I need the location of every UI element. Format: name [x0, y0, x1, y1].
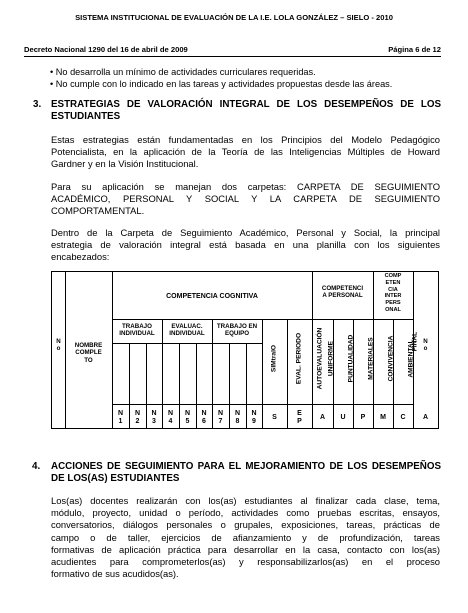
self-evaluation-header: AUTOEVALUACIÓN	[316, 327, 324, 390]
punctuality-header: PUNTUALIDAD	[347, 334, 355, 383]
evaluation-grid-table	[51, 271, 439, 429]
paragraph	[51, 181, 440, 217]
code-cell: N 8	[234, 410, 241, 425]
text-line: Gardner y en la Visión Institucional.	[51, 158, 199, 169]
grid-line	[112, 343, 262, 344]
text-line: Potencialista, en la aplicación de la Teoría de las Inteligencias Múltiples de Howard	[51, 146, 440, 157]
section-number: 4.	[32, 461, 41, 472]
uniform-header: UNIFORME	[327, 340, 335, 377]
code-cell: M	[380, 414, 386, 421]
header-decree: Decreto Nacional 1290 del 16 de abril de 2009	[24, 45, 188, 54]
section-number: 3.	[33, 99, 42, 110]
code-cell: N 5	[184, 410, 191, 425]
environmental-header: AMBIENTAL	[407, 339, 415, 378]
text-line: acudientes para comprometerlos(as) y responsabilizarlos(as) en el proceso	[51, 556, 440, 568]
heading-line: ACCIONES DE SEGUIMIENTO PARA EL MEJORAMIENTO DE LOS DESEMPEÑOS	[51, 461, 441, 472]
personal-competence-header: COMPETENCI A PERSONAL	[321, 285, 364, 300]
text-line: Estas estrategias están fundamentadas en los Principios del Modelo Pedagógico	[51, 134, 440, 145]
text-line: Dentro de la Carpeta de Seguimiento Académico, Personal y Social, la principal	[51, 227, 440, 238]
number-column-header: N o	[56, 338, 61, 353]
text-line: campo o de taller, ejercicios de afianzamiento y de profundización, tareas	[51, 531, 440, 543]
code-cell: N 6	[201, 410, 207, 425]
text-line: Para su aplicación se manejan dos carpetas: CARPETA DE SEGUIMIENTO	[51, 181, 440, 192]
code-cell: N 3	[151, 410, 157, 425]
text-line: formativo de sus acudidos(as).	[51, 568, 179, 580]
header-title: SISTEMA INSTITUCIONAL DE EVALUACIÓN DE LA I.E. LOLA GONZÁLEZ – SIELO - 2010	[75, 13, 393, 22]
text-line: encabezados:	[51, 251, 110, 262]
code-cell: S	[272, 414, 277, 421]
code-cell: N 7	[217, 410, 224, 425]
code-cell: A	[422, 414, 429, 421]
header-divider	[24, 56, 441, 57]
cognitive-competence-header: COMPETENCIA COGNITIVA	[166, 293, 258, 300]
code-cell: C	[400, 414, 406, 421]
text-line: módulo, proyecto, unidad o período, actividades como pruebas escritas, ensayos,	[51, 507, 440, 519]
name-column-header: NOMBRE COMPLE TO	[74, 342, 103, 364]
code-cell: E P	[297, 410, 302, 425]
grid-line	[112, 404, 413, 405]
materials-header: MATERIALES	[367, 337, 375, 380]
individual-evaluation-header: EVALUAC. INDIVIDUAL	[169, 323, 205, 338]
code-cell: U	[340, 414, 346, 421]
period-evaluation-header: EVAL. PERIODO	[295, 332, 303, 385]
text-line: conversatorios, diálogos personales o grupales, exposiciones, tareas, prácticas de	[51, 519, 440, 531]
heading-line: ESTUDIANTES	[51, 110, 121, 122]
heading-line: ESTRATEGIAS DE VALORACIÓN INTEGRAL DE LOS DESEMPEÑOS DE LOS	[51, 99, 441, 110]
paragraph	[51, 134, 440, 170]
text-line: Los(as) docentes realizarán con los(as) estudiantes al finalizar cada clase, tema,	[51, 495, 440, 506]
bullet-item: • No cumple con lo indicado en las tareas y actividades propuestas desde las áreas.	[50, 79, 393, 89]
code-cell: P	[360, 414, 366, 421]
text-line: formativas de aplicación práctica para desarrollar en la casa, contacto con los(as)	[51, 543, 440, 555]
paragraph	[51, 495, 440, 580]
code-cell: N 4	[167, 410, 174, 425]
heading-line: DE LOS(AS) ESTUDIANTES	[51, 472, 180, 484]
text-line: estrategia de valoración integral está basada en una planilla con los siguientes	[51, 239, 440, 250]
individual-work-header: TRABAJO INDIVIDUAL	[119, 323, 155, 338]
coexistence-header: CONVIVENCIA	[387, 335, 395, 382]
text-line: COMPORTAMENTAL.	[51, 205, 145, 216]
code-cell: A	[319, 414, 326, 421]
final-header: FINAL	[411, 331, 419, 352]
code-cell: N 9	[251, 410, 257, 425]
page-number: Página 6 de 12	[388, 45, 441, 54]
team-work-header: TRABAJO EN EQUIPO	[216, 323, 258, 338]
simulacro-header: SIMtralO	[270, 344, 278, 373]
interpersonal-competence-header: COMP ETEN CIA INTER PERS ONAL	[384, 273, 402, 313]
code-cell: N 1	[117, 410, 124, 425]
paragraph	[51, 227, 440, 263]
number-column-header: N o	[423, 338, 428, 353]
grid-line	[262, 319, 263, 428]
text-line: ACADÉMICO, PERSONAL Y SOCIAL Y LA CARPETA DE SEGUIMIENTO	[51, 193, 440, 204]
bullet-item: • No desarrolla un mínimo de actividades curriculares requeridas.	[50, 67, 316, 77]
code-cell: N 2	[134, 410, 141, 425]
